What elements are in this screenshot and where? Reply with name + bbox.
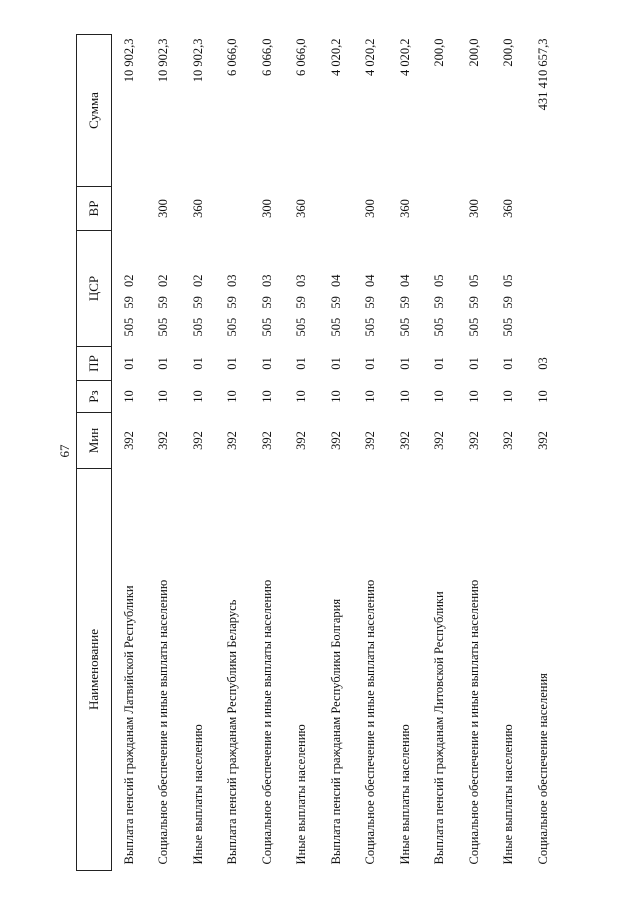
cell-vr: 300 [156,199,171,218]
header-min: Мин [77,413,112,469]
cell-min: 392 [294,431,309,450]
cell-rz: 10 [190,390,205,403]
cell-pr: 01 [156,357,171,370]
cell-sum: 6 066,0 [259,38,274,76]
cell-pr: 01 [294,357,309,370]
rotated-table-container [76,35,562,871]
cell-sum: 4 020,2 [363,38,378,76]
cell-sum: 10 902,3 [156,38,171,83]
cell-pr: 01 [121,357,136,370]
cell-pr: 01 [225,357,240,370]
cell-name: Иные выплаты населению [397,724,412,865]
cell-vr [319,187,354,231]
cell-name: Выплата пенсий гражданам Республики Болгария [328,598,343,865]
cell-rz: 10 [432,390,447,403]
table-row [526,35,561,871]
cell-sum: 200,0 [466,38,481,67]
header-name: Наименование [77,469,112,871]
cell-pr: 01 [328,357,343,370]
header-csr: ЦСР [77,231,112,347]
cell-sum: 431 410 657,3 [535,38,550,111]
table-row [388,35,423,871]
cell-pr: 01 [259,357,274,370]
cell-rz: 10 [225,390,240,403]
cell-min: 392 [397,431,412,450]
cell-name: Иные выплаты населению [190,724,205,865]
table-row [216,35,251,871]
table-row [147,35,182,871]
cell-csr: 505 59 05 [466,274,481,337]
cell-csr: 505 59 02 [156,274,171,337]
table-row [354,35,389,871]
page-number: 67 [57,444,72,458]
cell-csr: 505 59 04 [397,274,412,337]
cell-pr: 01 [466,357,481,370]
cell-min: 392 [535,431,550,450]
budget-table [76,34,561,871]
cell-sum: 4 020,2 [328,38,343,76]
cell-vr [526,187,561,231]
cell-vr [112,187,147,231]
cell-min: 392 [432,431,447,450]
cell-pr: 03 [535,357,550,370]
cell-csr: 505 59 03 [294,274,309,337]
cell-min: 392 [225,431,240,450]
cell-csr: 505 59 05 [501,274,516,337]
cell-csr: 505 59 02 [121,274,136,337]
cell-vr: 360 [397,199,412,218]
table-row [285,35,320,871]
cell-vr: 360 [190,199,205,218]
table-row [423,35,458,871]
cell-csr: 505 59 04 [363,274,378,337]
header-pr: ПР [77,347,112,381]
cell-vr: 360 [501,199,516,218]
cell-rz: 10 [535,390,550,403]
cell-csr: 505 59 03 [225,274,240,337]
cell-rz: 10 [294,390,309,403]
cell-pr: 01 [501,357,516,370]
cell-rz: 10 [259,390,274,403]
cell-min: 392 [363,431,378,450]
cell-vr: 300 [363,199,378,218]
cell-csr: 505 59 05 [432,274,447,337]
cell-rz: 10 [328,390,343,403]
cell-rz: 10 [397,390,412,403]
cell-rz: 10 [466,390,481,403]
table-header-row [77,35,112,871]
cell-min: 392 [121,431,136,450]
cell-name: Иные выплаты населению [294,724,309,865]
header-sum: Сумма [77,35,112,187]
cell-name: Иные выплаты населению [501,724,516,865]
cell-vr [216,187,251,231]
cell-name: Социальное обеспечение населения [535,673,550,865]
table-row [250,35,285,871]
cell-rz: 10 [121,390,136,403]
cell-csr: 505 59 03 [259,274,274,337]
cell-csr: 505 59 02 [190,274,205,337]
cell-vr: 360 [294,199,309,218]
cell-pr: 01 [363,357,378,370]
cell-name: Социальное обеспечение и иные выплаты населению [259,579,274,865]
cell-vr: 300 [259,199,274,218]
cell-name: Выплата пенсий гражданам Литовской Республики [432,591,447,865]
cell-min: 392 [501,431,516,450]
cell-pr: 01 [397,357,412,370]
cell-name: Выплата пенсий гражданам Республики Беларусь [225,599,240,865]
cell-min: 392 [328,431,343,450]
cell-vr [423,187,458,231]
cell-sum: 6 066,0 [294,38,309,76]
cell-name: Социальное обеспечение и иные выплаты населению [466,579,481,865]
cell-rz: 10 [156,390,171,403]
table-body [112,35,561,871]
table-row [319,35,354,871]
cell-sum: 4 020,2 [397,38,412,76]
cell-pr: 01 [190,357,205,370]
table-row [492,35,527,871]
cell-sum: 200,0 [501,38,516,67]
cell-rz: 10 [501,390,516,403]
cell-rz: 10 [363,390,378,403]
cell-min: 392 [190,431,205,450]
cell-sum: 10 902,3 [121,38,136,83]
table-row [181,35,216,871]
header-rz: Рз [77,381,112,413]
cell-name: Социальное обеспечение и иные выплаты населению [363,579,378,865]
table-row [112,35,147,871]
cell-min: 392 [259,431,274,450]
cell-csr: 505 59 04 [328,274,343,337]
cell-sum: 200,0 [432,38,447,67]
cell-vr: 300 [466,199,481,218]
cell-sum: 10 902,3 [190,38,205,83]
cell-name: Выплата пенсий гражданам Латвийской Республики [121,585,136,865]
cell-min: 392 [156,431,171,450]
cell-pr: 01 [432,357,447,370]
cell-csr [526,231,561,347]
header-vr: ВР [77,187,112,231]
cell-min: 392 [466,431,481,450]
cell-sum: 6 066,0 [225,38,240,76]
cell-name: Социальное обеспечение и иные выплаты населению [156,579,171,865]
table-row [457,35,492,871]
